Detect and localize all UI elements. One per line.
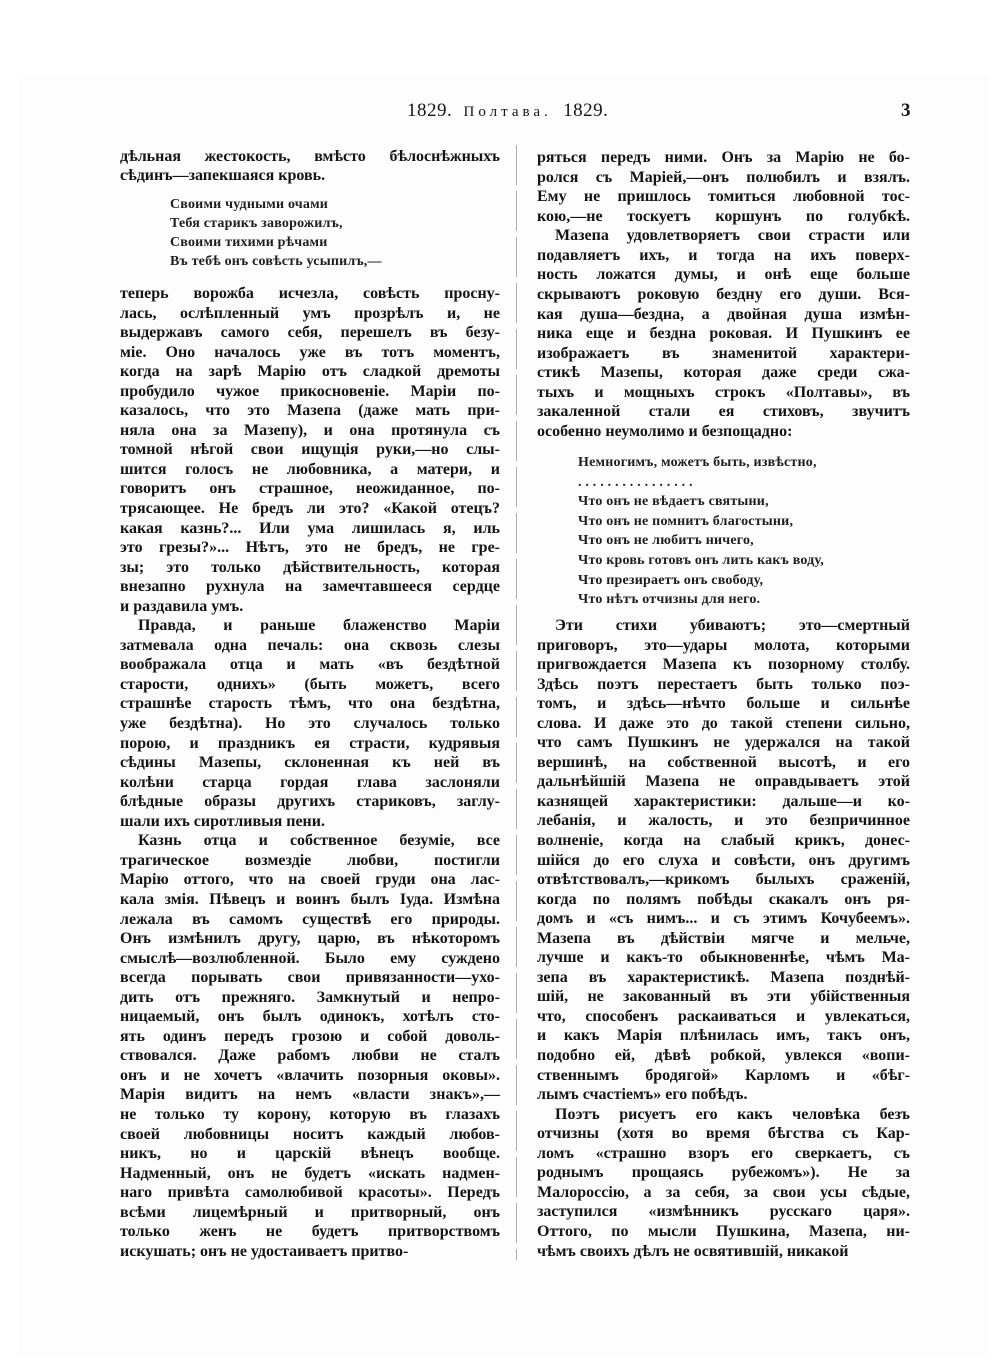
paragraph: [120, 147, 500, 185]
paragraph: [120, 616, 500, 831]
text-line: роднымъ прощаясь рубежомъ»). Не за: [537, 1164, 910, 1182]
text-line: всѣми лицемѣрный и притворный, онъ: [120, 1203, 500, 1221]
page-number: 3: [901, 100, 911, 121]
verse-line: . . . . . . . . . . . . . . . .: [578, 474, 693, 490]
text-line: трагическое возмездіе любви, постигли: [120, 851, 500, 869]
text-line: ственнымъ бродягой» Карломъ и «бѣг-: [537, 1066, 910, 1084]
prose-block: [120, 147, 500, 185]
text-line: трясающее. Не бредъ ли это? «Какой отецъ?: [120, 500, 500, 518]
paragraph: [537, 1105, 910, 1261]
verse-line: Немногимъ, можетъ быть, извѣстно,: [578, 455, 817, 470]
text-line: лежала въ самомъ существѣ его природы.: [120, 910, 500, 928]
text-line: чѣмъ своихъ дѣлъ не освятившій, никакой: [537, 1242, 849, 1260]
text-line: слова. И даже это до такой степени сильно,: [537, 714, 910, 732]
text-line: ность ложатся думы, и онѣ еще больше: [537, 266, 910, 284]
text-line: затмевала одна печаль: она сквозь слезы: [120, 636, 500, 654]
text-line: внезапно рухнула на замечтавшееся сердце: [120, 578, 500, 596]
text-line: Оттого, по мысли Пушкина, Мазепа, ни-: [537, 1222, 910, 1240]
text-line: пригвождается Мазепа къ позорному столбу.: [537, 656, 910, 674]
text-line: дить отъ прежняго. Замкнутый и непро-: [120, 988, 500, 1006]
text-line: ствовался. Даже рабомъ любви не сталъ: [120, 1047, 500, 1065]
text-line: онъ и не хочетъ «влачить позорныя оковы».: [120, 1066, 500, 1084]
text-line: выдержавъ самого себя, перешелъ въ безу-: [120, 324, 500, 342]
text-line: и какъ Марія плѣнилась имъ, такъ онъ,: [537, 1027, 910, 1045]
header-year-left: 1829.: [407, 100, 453, 121]
text-line: никъ, но и царскій вѣнецъ вообще.: [120, 1145, 500, 1163]
header-year-right: 1829.: [563, 100, 609, 121]
text-line: воображала отца и мать «въ бездѣтной: [120, 656, 500, 674]
text-line: своей любовницы носитъ каждый любов-: [120, 1125, 500, 1143]
text-line: шали ихъ сиротливыя пени.: [120, 812, 325, 830]
text-line: міе. Оно началось уже въ тотъ моментъ,: [120, 343, 500, 361]
text-line: подобно ей, дѣвѣ робкой, увлекся «вопи-: [537, 1047, 910, 1065]
text-line: сѣдины Мазепы, склоненная къ ней въ: [120, 754, 500, 772]
text-line: Марія видитъ на немъ «власти знакъ»,—: [120, 1086, 500, 1104]
text-line: пробудило чужое прикосновеніе. Маріи по-: [120, 382, 500, 400]
text-line: отвѣтствовалъ,—крикомъ былыхъ сраженій,: [537, 871, 910, 889]
running-header: [0, 100, 1000, 122]
text-line: дѣльная жестокость, вмѣсто бѣлоснѣжныхъ: [120, 148, 500, 165]
text-line: Онъ измѣнилъ другу, царю, въ нѣкоторомъ: [120, 930, 500, 948]
header-title-line: [407, 100, 608, 122]
text-line: ломъ «страшно взоръ его сверкаетъ, съ: [537, 1144, 910, 1162]
text-line: отчизны (хотя во время бѣгства съ Кар-: [537, 1125, 910, 1143]
verse-line: Что нѣтъ отчизны для него.: [578, 592, 761, 608]
paragraph: [120, 284, 500, 616]
verse-quote: [170, 195, 500, 271]
text-line: кала змія. Пѣвецъ и воинъ былъ Іуда. Измѣна: [120, 890, 500, 908]
prose-block: [120, 284, 500, 1261]
text-line: Мазепа удовлетворяетъ свои страсти или: [555, 227, 910, 245]
text-line: домъ и «съ нимъ... и съ этимъ Кочубеемъ».: [537, 910, 910, 928]
text-line: смыслѣ—возлюбленной. Было ему суждено: [120, 949, 500, 967]
text-line: подавляетъ ихъ, и тогда на ихъ поверх-: [537, 246, 910, 264]
text-line: шій, не закованный въ эти убійственныя: [537, 988, 910, 1006]
text-line: что, способенъ раскаиваться и увлекаться,: [537, 1007, 910, 1025]
text-line: стикѣ Мазепы, которая даже среди сжа-: [537, 364, 910, 382]
text-line: Надменный, онъ не будетъ «искать надмен-: [120, 1164, 500, 1182]
text-line: ницаемый, онъ былъ одинокъ, хотѣлъ сто-: [120, 1008, 500, 1026]
text-line: это грезы?»... Нѣтъ, это не бредъ, не гре-: [120, 539, 500, 557]
text-line: искушать; онъ не удостаиваетъ притво-: [120, 1242, 409, 1260]
text-line: сѣдинъ—запекшаяся кровь.: [120, 167, 326, 185]
text-line: колѣни старца гордая глава заслоняли: [120, 773, 500, 791]
text-line: теперь ворожба исчезла, совѣсть просну-: [120, 285, 500, 302]
text-line: и раздавила умъ.: [120, 597, 244, 615]
text-line: Ему не пришлось томиться любовной тос-: [537, 188, 910, 206]
text-line: ять одинъ передъ грозою и собой доволь-: [120, 1027, 500, 1045]
column-divider: [516, 145, 517, 1260]
text-line: лымъ счастіемъ» его побѣдъ.: [537, 1086, 748, 1104]
verse-line: Въ тебѣ онъ совѣсть усыпилъ,—: [170, 254, 382, 269]
text-line: зепа въ характеристикѣ. Мазепа позднѣй-: [537, 968, 910, 986]
text-line: когда по полямъ побѣды скакалъ онъ ря-: [537, 890, 910, 908]
text-line: Поэтъ рисуетъ его какъ человѣка безъ: [555, 1105, 910, 1123]
text-line: шійся до его слуха и совѣсти, онъ другимъ: [537, 851, 910, 869]
text-line: дальнѣйшій Мазепа не оправдываетъ этой: [537, 773, 910, 791]
text-line: не только ту корону, которую въ глазахъ: [120, 1105, 500, 1123]
text-line: Казнь отца и собственное безуміе, все: [138, 832, 500, 850]
text-line: кою,—не тоскуетъ коршунъ по голубкѣ.: [537, 207, 910, 225]
header-title: Полтава.: [463, 104, 552, 120]
text-line: только женъ не будетъ притворствомъ: [120, 1223, 500, 1241]
text-line: уже бездѣтна). Но это случалось только: [120, 715, 500, 733]
verse-line: Что онъ не любитъ ничего,: [578, 533, 754, 549]
text-line: страшнѣе старость тѣмъ, что она бездѣтна,: [120, 695, 500, 713]
text-line: порою, и праздникъ ея страсти, кудрявыя: [120, 734, 500, 752]
text-line: ролся съ Маріей,—онъ полюбилъ и взялъ.: [537, 168, 910, 186]
text-line: томной нѣгой свои ищущія руки,—но слы-: [120, 441, 500, 459]
text-line: казнящей характеристики: дальше—и ко-: [537, 792, 910, 810]
text-line: всегда порывать свои привязанности—ухо-: [120, 969, 500, 987]
text-line: Малороссію, а за себя, за свои усы сѣдые,: [537, 1183, 910, 1201]
paragraph: [120, 831, 500, 1261]
text-line: закаленной стали ея стиховъ, звучитъ: [537, 403, 910, 421]
text-line: вершинѣ, на собственной высотѣ, и его: [537, 753, 910, 771]
text-line: Эти стихи убиваютъ; это—смертный: [555, 617, 910, 634]
text-line: ряться передъ ними. Онъ за Марію не бо-: [537, 149, 910, 166]
text-line: ника еще и бездна роковая. И Пушкинъ ее: [537, 325, 910, 343]
text-line: шится голосъ не любовника, а матери, и: [120, 460, 500, 478]
text-line: няла она за Мазепу), и она протянула съ: [120, 421, 500, 439]
text-line: заступился «измѣнникъ русскаго царя».: [537, 1203, 910, 1221]
verse-line: Тебя старикъ заворожилъ,: [170, 216, 343, 231]
text-line: блѣдные образы другихъ стариковъ, заглу-: [120, 793, 500, 811]
text-line: тыхъ и мощныхъ строкъ «Полтавы», въ: [537, 383, 910, 401]
verse-line: Своими чудными очами: [170, 197, 329, 212]
text-line: лебанія, и жалость, и это безпричинное: [537, 812, 910, 830]
text-line: наго привѣта самолюбивой красоты». Передъ: [120, 1184, 500, 1202]
text-line: особенно неумолимо и безпощадно:: [537, 422, 793, 440]
text-line: Мазепа въ дѣйствіи мягче и мельче,: [537, 929, 910, 947]
verse-line: Что онъ не помнитъ благостыни,: [578, 513, 794, 529]
verse-quote: [578, 453, 910, 610]
text-line: Здѣсь поэтъ перестаетъ быть только поэ-: [537, 675, 910, 693]
text-line: приговоръ, это—удары молота, которыми: [537, 636, 910, 654]
paragraph: [537, 148, 910, 226]
text-line: лась, ослѣпленный умъ прозрѣлъ и, не: [120, 304, 500, 322]
text-line: Марію оттого, что на своей груди она лас-: [120, 871, 500, 889]
prose-block: [537, 616, 910, 1261]
verse-line: Что презираетъ онъ свободу,: [578, 572, 764, 588]
text-line: волненіе, когда на слабый крикъ, донес-: [537, 832, 910, 850]
text-line: какая казнь?... Или ума лишилась я, иль: [120, 519, 500, 537]
text-line: старости, однихъ» (быть можетъ, всего: [120, 675, 500, 693]
paragraph: [537, 226, 910, 441]
text-line: изображаетъ въ знаменитой характери-: [537, 344, 910, 362]
text-line: казалось, что это Мазепа (даже мать при-: [120, 402, 500, 420]
text-line: Правда, и раньше блаженство Маріи: [138, 617, 500, 635]
paragraph: [537, 616, 910, 1105]
verse-line: Что онъ не вѣдаетъ святыни,: [578, 494, 769, 510]
text-line: лучше и какъ-то обыкновеннѣе, чѣмъ Ма-: [537, 949, 910, 967]
text-line: скрываютъ роковую бездну его души. Вся-: [537, 285, 910, 303]
prose-block: [537, 148, 910, 441]
text-line: когда на зарѣ Марію отъ сладкой дремоты: [120, 363, 500, 381]
text-line: томъ, и здѣсь—нѣчто больше и сильнѣе: [537, 695, 910, 713]
verse-line: Своими тихими рѣчами: [170, 235, 328, 250]
text-line: кая душа—бездна, а двойная душа измѣн-: [537, 305, 910, 323]
text-line: зы; это только дѣйствительность, которая: [120, 558, 500, 576]
verse-line: Что кровь готовъ онъ лить какъ воду,: [578, 552, 824, 568]
text-line: что самъ Пушкинъ не удержался на такой: [537, 734, 910, 752]
text-line: говоритъ онъ страшное, неожиданное, по-: [120, 480, 500, 498]
